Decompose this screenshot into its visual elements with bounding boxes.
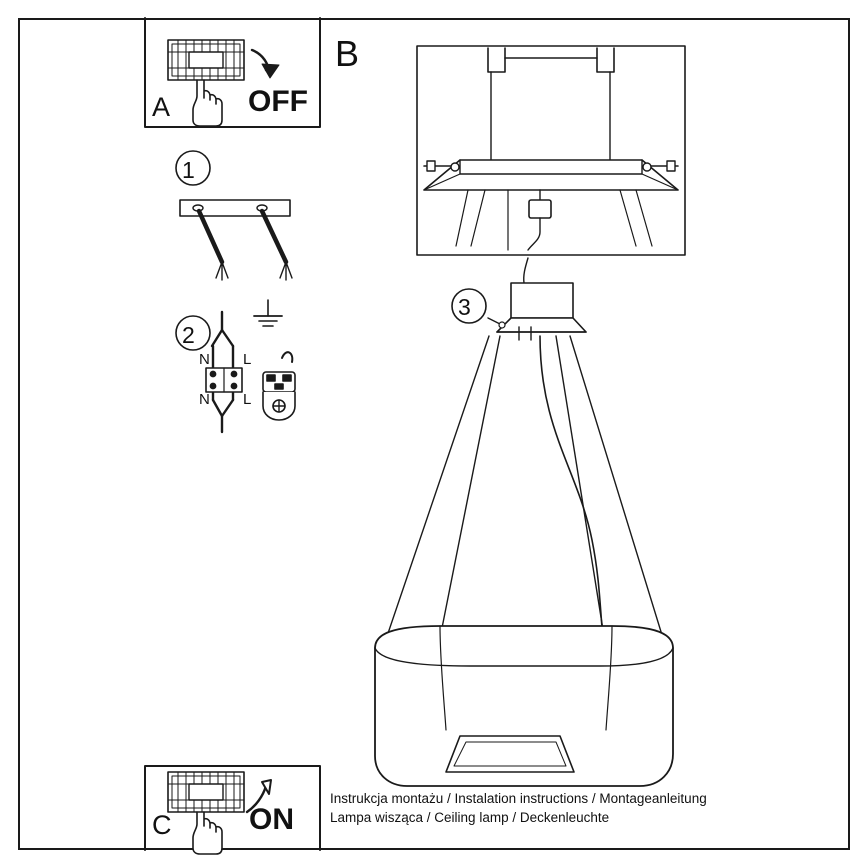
panel-c-hand-icon: [193, 812, 222, 854]
step-3-number: 3: [458, 294, 471, 320]
panel-b-box: [417, 46, 685, 255]
terminal-label-neutral-bottom: N: [199, 391, 210, 408]
panel-c-action-label: ON: [249, 803, 294, 836]
footer-line-2: Lampa wisząca / Ceiling lamp / Deckenleuchte: [330, 810, 610, 825]
step-2-number: 2: [182, 322, 195, 348]
terminal-label-live-top: L: [243, 351, 252, 368]
terminal-label-neutral-top: N: [199, 351, 210, 368]
panel-a-letter: A: [152, 92, 171, 122]
terminal-label-live-bottom: L: [243, 391, 252, 408]
panel-c-letter: C: [152, 810, 172, 840]
step-2-connector-plug: [263, 352, 295, 420]
step-1-mounting-bar: [180, 200, 292, 280]
panel-b-letter: B: [335, 33, 360, 74]
step-2-terminal-block: [206, 312, 242, 432]
panel-c-breaker-icon: [168, 772, 244, 812]
earth-symbol-icon: [254, 300, 282, 326]
panel-a-hand-icon: [193, 80, 222, 126]
footer-line-1: Instrukcja montażu / Instalation instructions / Montageanleitung: [330, 791, 707, 806]
panel-a-breaker-icon: [168, 40, 244, 80]
panel-a-arrow-icon: [252, 50, 279, 78]
step-1-number: 1: [182, 157, 195, 183]
footer-text: [330, 789, 707, 827]
step-3-lamp: [375, 258, 673, 786]
panel-a-action-label: OFF: [248, 85, 308, 118]
